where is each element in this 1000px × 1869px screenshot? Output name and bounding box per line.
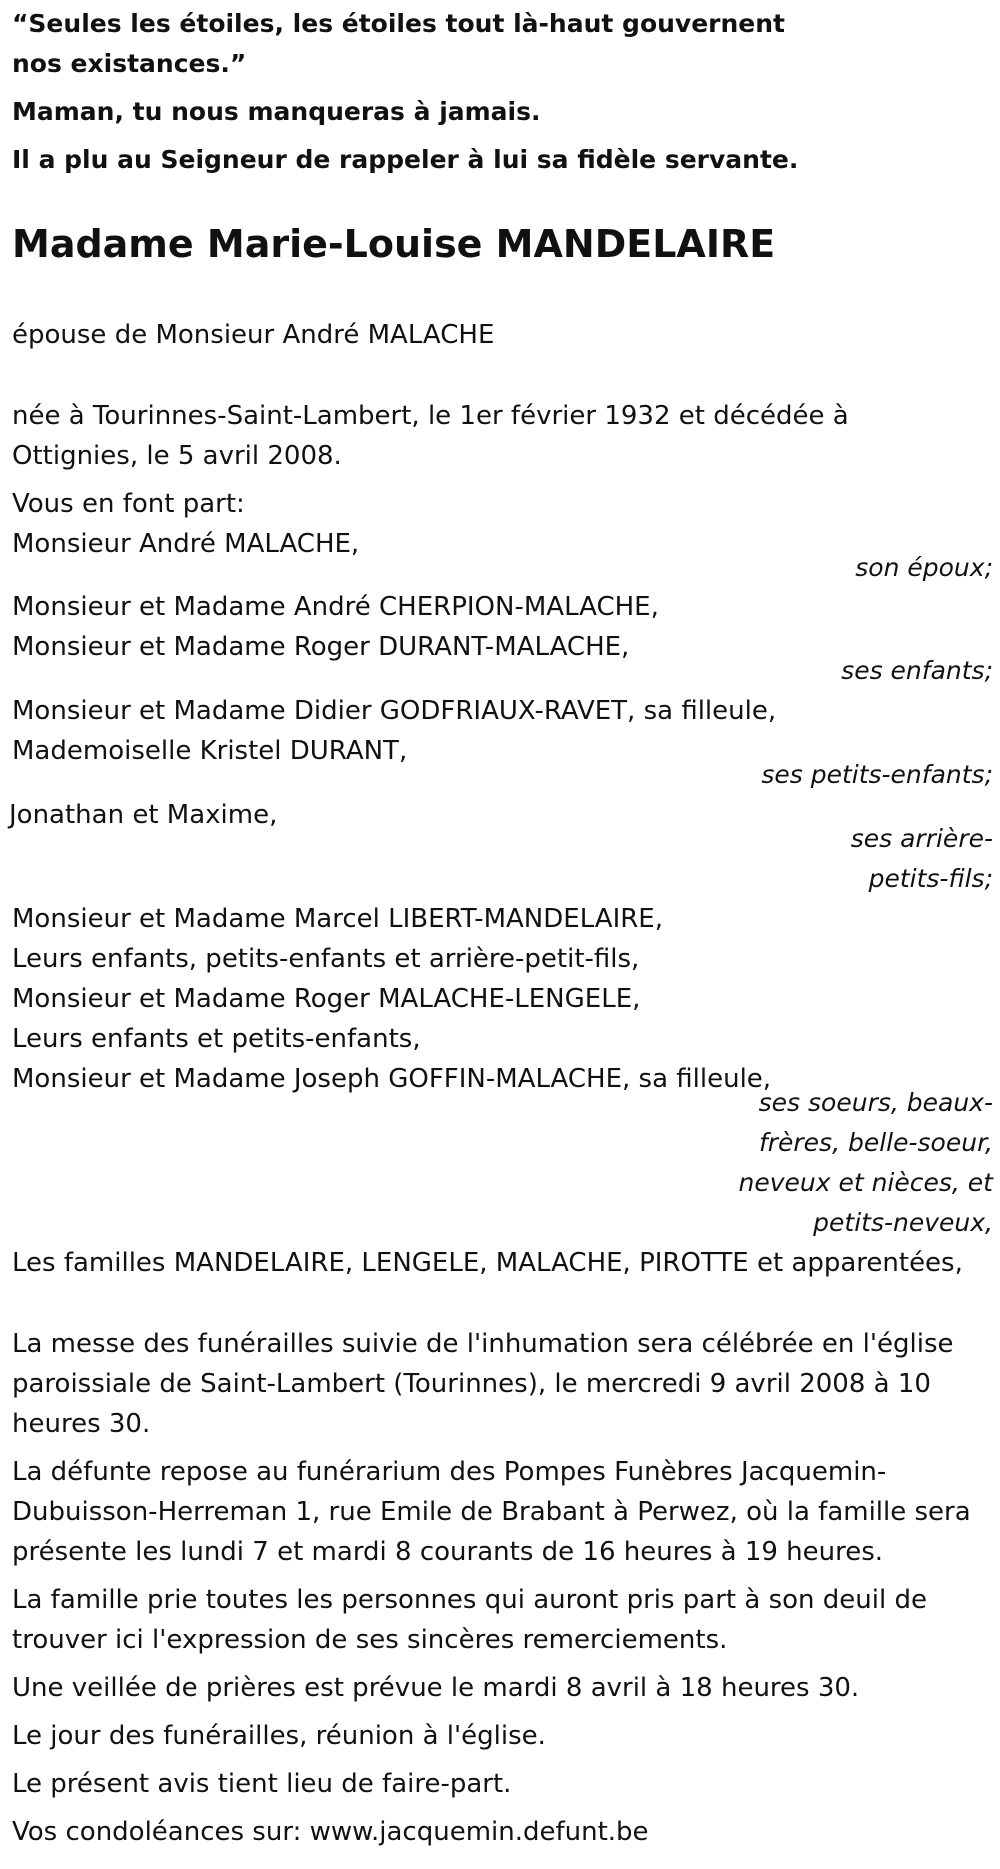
family-role: ses soeurs, beaux-frères, belle-soeur, neveux et nièces, et petits-neveux, bbox=[738, 1088, 993, 1237]
families-line: Les familles MANDELAIRE, LENGELE, MALACHE, PIROTTE et apparentées, bbox=[12, 1248, 963, 1278]
family-member: Monsieur et Madame Roger DURANT-MALACHE, bbox=[12, 632, 630, 662]
quote-line-1: “Seules les étoiles, les étoiles tout là-haut gouvernent nos existances.” bbox=[12, 9, 785, 78]
meeting-info: Le jour des funérailles, réunion à l'église. bbox=[12, 1721, 546, 1751]
notice-info: Le présent avis tient lieu de faire-part. bbox=[12, 1769, 512, 1799]
family-member: Leurs enfants, petits-enfants et arrière-petit-fils, bbox=[12, 944, 640, 974]
family-role: ses arrière-petits-fils; bbox=[850, 824, 993, 893]
family-member: Monsieur André MALACHE, bbox=[12, 529, 360, 559]
birth-death-dates: née à Tourinnes-Saint-Lambert, le 1er février 1932 et décédée à Ottignies, le 5 avril 2008. bbox=[12, 401, 849, 471]
family-member: Monsieur et Madame Didier GODFRIAUX-RAVET, sa filleule, bbox=[12, 696, 777, 726]
family-member: Monsieur et Madame Marcel LIBERT-MANDELAIRE, bbox=[12, 904, 664, 934]
spouse-line: épouse de Monsieur André MALACHE bbox=[12, 320, 495, 350]
family-member: Monsieur et Madame Joseph GOFFIN-MALACHE, sa filleule, bbox=[12, 1064, 772, 1094]
family-role: ses enfants; bbox=[841, 656, 993, 685]
vigil-info: Une veillée de prières est prévue le mardi 8 avril à 18 heures 30. bbox=[12, 1673, 860, 1703]
family-member: Leurs enfants et petits-enfants, bbox=[12, 1024, 421, 1054]
quote-line-2: Maman, tu nous manqueras à jamais. bbox=[12, 97, 541, 126]
condolences-link[interactable]: Vos condoléances sur: www.jacquemin.defunt.be bbox=[12, 1817, 649, 1847]
deceased-name: Madame Marie-Louise MANDELAIRE bbox=[12, 222, 776, 266]
family-member: Jonathan et Maxime, bbox=[9, 800, 278, 830]
funeral-mass: La messe des funérailles suivie de l'inhumation sera célébrée en l'église paroissiale de Saint-Lambert (Tourinnes), le mercredi 9 avril 2008 à 10 heures 30. bbox=[12, 1329, 954, 1439]
announcement-intro: Vous en font part: bbox=[12, 489, 245, 519]
family-member: Monsieur et Madame Roger MALACHE-LENGELE, bbox=[12, 984, 641, 1014]
family-member: Monsieur et Madame André CHERPION-MALACHE, bbox=[12, 592, 659, 622]
funerarium-info: La défunte repose au funérarium des Pompes Funèbres Jacquemin-Dubuisson-Herreman 1, rue Emile de Brabant à Perwez, où la famille sera présente les lundi 7 et mardi 8 courants de 16 heures à 19 heures. bbox=[12, 1457, 971, 1567]
family-role: son époux; bbox=[855, 553, 993, 582]
quote-line-3: Il a plu au Seigneur de rappeler à lui sa fidèle servante. bbox=[12, 145, 799, 174]
thanks-message: La famille prie toutes les personnes qui auront pris part à son deuil de trouver ici l'expression de ses sincères remerciements. bbox=[12, 1585, 927, 1655]
family-member: Mademoiselle Kristel DURANT, bbox=[12, 736, 408, 766]
family-role: ses petits-enfants; bbox=[761, 760, 993, 789]
